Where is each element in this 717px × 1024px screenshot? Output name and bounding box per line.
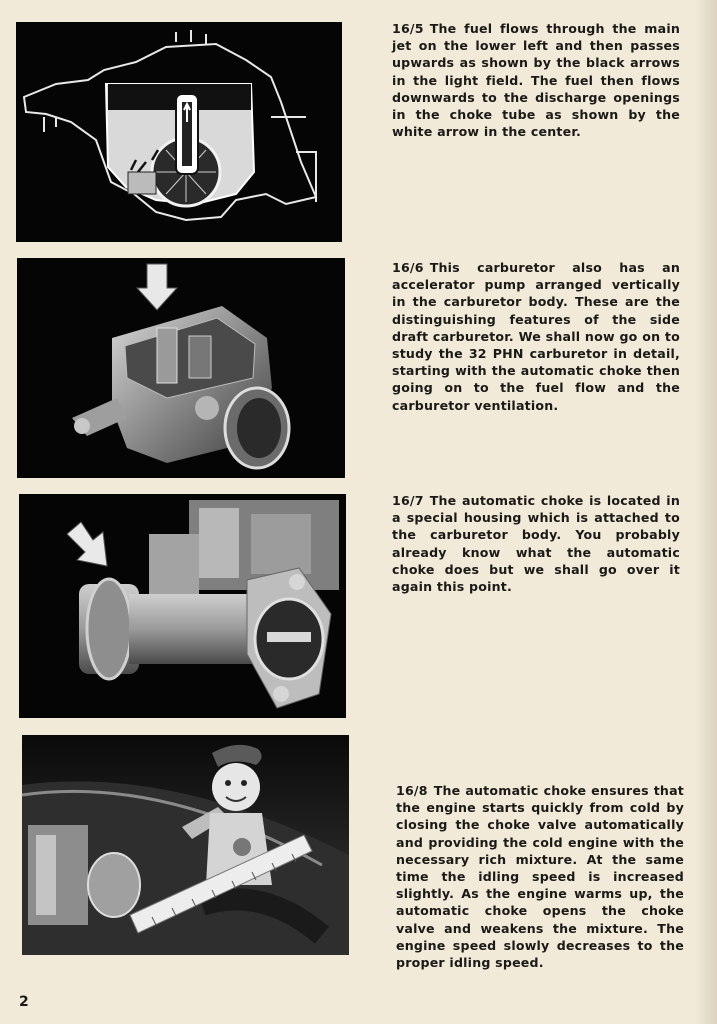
figure-16-6-carburetor-photo <box>17 258 345 478</box>
caption-16-5 <box>392 20 680 140</box>
caption-number: 16/5 <box>392 21 424 36</box>
figure-16-7-automatic-choke-photo <box>19 494 346 718</box>
caption-text: The automatic choke is located in a special housing which is attached to the carburetor body. You probably already know what the automatic choke does but we shall go over it again this point. <box>392 493 680 595</box>
caption-16-8 <box>396 782 684 971</box>
automatic-choke-photo <box>19 494 346 718</box>
caption-number: 16/7 <box>392 493 424 508</box>
caption-text: The automatic choke ensures that the engine starts quickly from cold by closing the choke valve automatically and providing the cold engine with the necessary rich mixture. At the same time the idling speed is increased slightly. As the engine warms up, the automatic choke opens the choke valve and weakens the mixture. The engine speed slowly decreases to the proper idling speed. <box>396 783 684 971</box>
figure-16-8-mascot-photo <box>22 735 349 955</box>
caption-text: This carburetor also has an accelerator pump arranged vertically in the carburetor body. These are the distinguishing features of the side draft carburetor. We shall now go on to study the 32 PHN carburetor in detail, starting with the automatic choke then going on to the fuel flow and the carburetor ventilation. <box>392 260 680 413</box>
figure-16-5-cutaway-diagram <box>16 22 342 242</box>
caption-16-6 <box>392 259 680 414</box>
caption-number: 16/8 <box>396 783 428 798</box>
carburetor-cutaway-drawing <box>16 22 342 242</box>
caption-text: The fuel flows through the main jet on the lower left and then passes upwards as shown by the black arrows in the light field. The fuel then flows downwards to the discharge openings in the choke tube as shown by the white arrow in the center. <box>392 21 680 140</box>
carburetor-top-photo <box>17 258 345 478</box>
caption-number: 16/6 <box>392 260 424 275</box>
caption-16-7 <box>392 492 680 595</box>
mascot-with-scale-photo <box>22 735 349 955</box>
page-number: 2 <box>19 994 29 1010</box>
